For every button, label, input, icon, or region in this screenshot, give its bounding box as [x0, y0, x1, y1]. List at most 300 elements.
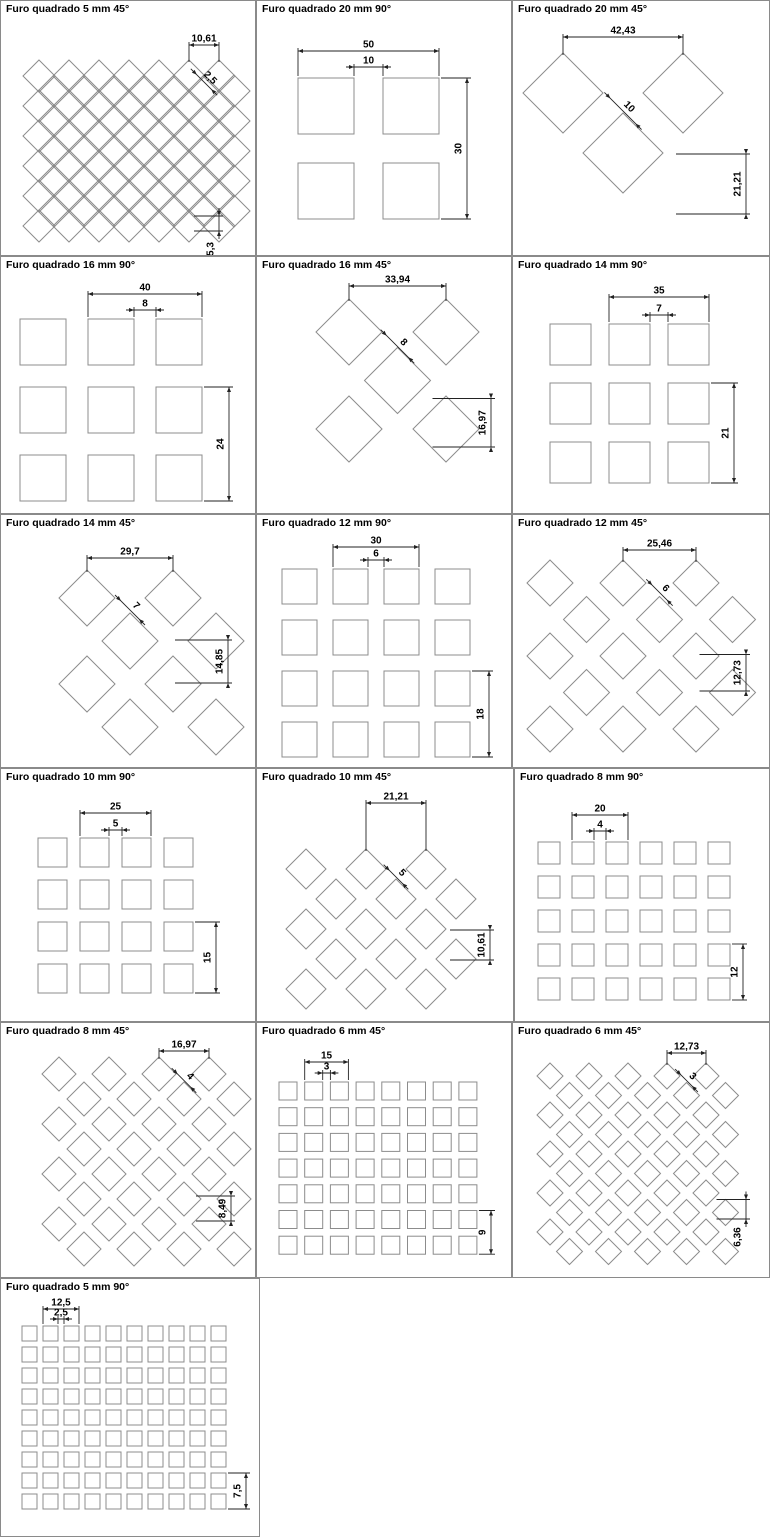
diamond-hole	[102, 613, 158, 669]
square-hole	[169, 1347, 184, 1362]
square-hole	[106, 1473, 121, 1488]
square-hole	[384, 569, 419, 604]
dimension-arrow	[227, 496, 231, 501]
square-hole	[708, 978, 730, 1000]
pattern-panel	[512, 514, 770, 768]
square-hole	[459, 1211, 477, 1229]
square-hole	[85, 1368, 100, 1383]
square-hole	[356, 1185, 374, 1203]
square-hole	[106, 1368, 121, 1383]
square-hole	[127, 1368, 142, 1383]
diamond-hole	[83, 60, 115, 92]
square-hole	[88, 387, 134, 433]
square-hole	[64, 1326, 79, 1341]
diamond-hole	[217, 1232, 251, 1266]
pitch-dimension-label: 33,94	[384, 274, 411, 286]
square-hole	[356, 1108, 374, 1126]
diamond-hole	[527, 560, 573, 606]
pitch-dimension-label: 15	[320, 1050, 333, 1062]
diamond-hole	[68, 75, 100, 107]
square-hole	[106, 1452, 121, 1467]
diamond-hole	[406, 909, 446, 949]
diamond-hole	[316, 299, 382, 365]
square-hole	[433, 1108, 451, 1126]
diamond-hole	[142, 1107, 176, 1141]
diamond-hole	[83, 180, 115, 212]
square-hole	[382, 1211, 400, 1229]
diamond-hole	[376, 879, 416, 919]
square-hole	[122, 922, 151, 951]
diamond-hole	[537, 1063, 563, 1089]
diamond-hole	[693, 1180, 719, 1206]
square-hole	[459, 1159, 477, 1177]
diamond-hole	[42, 1057, 76, 1091]
square-hole	[169, 1410, 184, 1425]
diamond-hole	[203, 180, 235, 212]
square-hole	[38, 964, 67, 993]
diamond-hole	[346, 909, 386, 949]
dimension-arrow	[333, 545, 338, 549]
diamond-hole	[406, 969, 446, 1009]
panel-title: Furo quadrado 16 mm 45°	[262, 259, 392, 271]
square-hole	[408, 1133, 426, 1151]
diamond-hole	[654, 1102, 680, 1128]
square-hole	[169, 1368, 184, 1383]
square-hole	[305, 1159, 323, 1177]
diamond-hole	[637, 597, 683, 643]
square-hole	[382, 1236, 400, 1254]
gap-dimension-label: 7	[130, 600, 142, 612]
diamond-hole	[316, 879, 356, 919]
dimension-arrow	[384, 558, 389, 562]
square-hole	[38, 922, 67, 951]
square-hole	[330, 1185, 348, 1203]
diamond-hole	[23, 60, 55, 92]
pattern-drawing	[257, 769, 514, 1022]
diamond-hole	[713, 1083, 739, 1109]
square-hole	[674, 944, 696, 966]
diamond-hole	[67, 1082, 101, 1116]
diamond-hole	[693, 1141, 719, 1167]
square-hole	[668, 442, 709, 483]
row-pitch-label: 9	[477, 1229, 489, 1236]
diamond-hole	[436, 939, 476, 979]
dimension-arrow	[489, 394, 493, 399]
square-hole	[156, 455, 202, 501]
square-hole	[538, 944, 560, 966]
square-hole	[169, 1326, 184, 1341]
diamond-hole	[537, 1141, 563, 1167]
square-hole	[156, 319, 202, 365]
dimension-arrow	[691, 548, 696, 552]
row-pitch-label: 16,97	[477, 410, 489, 436]
diamond-hole	[713, 1200, 739, 1226]
diamond-hole	[98, 195, 130, 227]
pattern-panel	[512, 0, 770, 256]
square-hole	[330, 1236, 348, 1254]
dimension-arrow	[227, 387, 231, 392]
diamond-hole	[188, 699, 244, 755]
diamond-hole	[102, 699, 158, 755]
pattern-drawing	[1, 1279, 260, 1537]
gap-dimension-label: 5	[396, 867, 408, 879]
square-hole	[382, 1159, 400, 1177]
dimension-arrow	[204, 1049, 209, 1053]
pattern-panel	[256, 514, 512, 768]
square-hole	[572, 876, 594, 898]
diamond-hole	[167, 1182, 201, 1216]
square-hole	[356, 1159, 374, 1177]
square-hole	[122, 838, 151, 867]
square-hole	[43, 1347, 58, 1362]
diamond-hole	[203, 150, 235, 182]
square-hole	[572, 842, 594, 864]
diamond-hole	[203, 90, 235, 122]
diamond-hole	[68, 105, 100, 137]
square-hole	[433, 1082, 451, 1100]
square-hole	[164, 838, 193, 867]
pattern-panel	[256, 768, 514, 1022]
diamond-hole	[117, 1132, 151, 1166]
diamond-hole	[83, 120, 115, 152]
square-hole	[609, 324, 650, 365]
pattern-panel	[512, 256, 770, 514]
panel-title: Furo quadrado 8 mm 90°	[520, 771, 644, 783]
diamond-hole	[527, 706, 573, 752]
square-hole	[572, 944, 594, 966]
square-hole	[211, 1389, 226, 1404]
square-hole	[305, 1133, 323, 1151]
square-hole	[106, 1431, 121, 1446]
diamond-hole	[654, 1219, 680, 1245]
diamond-hole	[53, 120, 85, 152]
square-hole	[43, 1473, 58, 1488]
dimension-arrow	[226, 683, 230, 688]
pitch-dimension-label: 20	[594, 803, 606, 815]
diamond-hole	[286, 909, 326, 949]
diamond-hole	[192, 1157, 226, 1191]
square-hole	[356, 1211, 374, 1229]
square-hole	[169, 1473, 184, 1488]
square-hole	[279, 1236, 297, 1254]
square-hole	[433, 1133, 451, 1151]
diamond-hole	[674, 1122, 700, 1148]
pattern-panel	[0, 1022, 256, 1278]
square-hole	[127, 1347, 142, 1362]
dimension-arrow	[732, 383, 736, 388]
square-hole	[169, 1452, 184, 1467]
square-hole	[80, 964, 109, 993]
dimension-arrow	[229, 1221, 233, 1226]
square-hole	[640, 910, 662, 932]
square-hole	[459, 1108, 477, 1126]
diamond-hole	[346, 969, 386, 1009]
dimension-arrow	[487, 752, 491, 757]
dimension-arrow	[572, 813, 577, 817]
diamond-hole	[158, 195, 190, 227]
diamond-hole	[188, 165, 220, 197]
panel-title: Furo quadrado 12 mm 90°	[262, 517, 392, 529]
dimension-arrow	[678, 35, 683, 39]
row-pitch-label: 14,85	[214, 648, 226, 675]
diamond-hole	[128, 105, 160, 137]
square-hole	[127, 1431, 142, 1446]
square-hole	[384, 671, 419, 706]
diamond-hole	[596, 1122, 622, 1148]
square-hole	[85, 1347, 100, 1362]
square-hole	[169, 1494, 184, 1509]
row-pitch-label: 12	[729, 966, 741, 978]
diamond-hole	[635, 1200, 661, 1226]
dimension-arrow	[744, 650, 748, 655]
dimension-arrow	[623, 813, 628, 817]
diamond-hole	[218, 135, 250, 167]
dimension-arrow	[305, 1060, 310, 1064]
square-hole	[572, 978, 594, 1000]
panel-title: Furo quadrado 5 mm 90°	[6, 1281, 130, 1293]
diamond-hole	[693, 1102, 719, 1128]
diamond-hole	[68, 195, 100, 227]
diamond-hole	[596, 1161, 622, 1187]
square-hole	[305, 1236, 323, 1254]
diamond-hole	[600, 706, 646, 752]
square-hole	[330, 1211, 348, 1229]
row-pitch-label: 7,5	[232, 1484, 244, 1498]
row-pitch-label: 12,73	[732, 660, 744, 686]
square-hole	[333, 620, 368, 655]
square-hole	[538, 910, 560, 932]
diamond-hole	[693, 1219, 719, 1245]
dimension-arrow	[563, 35, 568, 39]
diamond-hole	[113, 180, 145, 212]
diamond-hole	[674, 1161, 700, 1187]
diamond-hole	[557, 1239, 583, 1265]
row-pitch-label: 21,21	[732, 171, 744, 197]
diamond-hole	[117, 1182, 151, 1216]
square-hole	[148, 1431, 163, 1446]
square-hole	[674, 876, 696, 898]
square-hole	[88, 455, 134, 501]
diamond-hole	[113, 90, 145, 122]
diamond-hole	[316, 396, 382, 462]
diamond-hole	[92, 1057, 126, 1091]
diamond-hole	[365, 348, 431, 414]
pattern-panel	[256, 256, 512, 514]
dimension-arrow	[487, 671, 491, 676]
diamond-hole	[376, 939, 416, 979]
square-hole	[148, 1452, 163, 1467]
diamond-hole	[218, 105, 250, 137]
dimension-arrow	[74, 1307, 79, 1311]
diamond-hole	[286, 969, 326, 1009]
dimension-arrow	[489, 1249, 493, 1254]
square-hole	[190, 1410, 205, 1425]
diamond-hole	[615, 1219, 641, 1245]
dimension-arrow	[488, 925, 492, 930]
pattern-panel	[0, 514, 256, 768]
square-hole	[43, 1326, 58, 1341]
dimension-arrow	[330, 1071, 335, 1075]
diamond-hole	[67, 1132, 101, 1166]
square-hole	[383, 78, 439, 134]
square-hole	[80, 838, 109, 867]
square-hole	[606, 978, 628, 1000]
diamond-hole	[600, 560, 646, 606]
square-hole	[148, 1473, 163, 1488]
diamond-hole	[413, 299, 479, 365]
pattern-drawing	[513, 1023, 770, 1278]
square-hole	[572, 910, 594, 932]
diamond-hole	[98, 165, 130, 197]
square-hole	[148, 1494, 163, 1509]
dimension-arrow	[744, 149, 748, 154]
gap-dimension-label: 8	[397, 336, 410, 349]
gap-dimension-label: 4	[597, 819, 603, 831]
diamond-hole	[596, 1083, 622, 1109]
square-hole	[382, 1185, 400, 1203]
square-hole	[356, 1236, 374, 1254]
square-hole	[279, 1133, 297, 1151]
diamond-hole	[38, 105, 70, 137]
pitch-dimension-label: 30	[370, 535, 382, 547]
diamond-hole	[713, 1161, 739, 1187]
dimension-arrow	[88, 292, 93, 296]
square-hole	[127, 1326, 142, 1341]
dimension-arrow	[645, 313, 650, 317]
dimension-arrow	[43, 1307, 48, 1311]
square-hole	[20, 455, 66, 501]
square-hole	[190, 1326, 205, 1341]
diamond-hole	[218, 75, 250, 107]
square-hole	[22, 1431, 37, 1446]
square-hole	[606, 910, 628, 932]
dimension-arrow	[80, 811, 85, 815]
dimension-arrow	[244, 1473, 248, 1478]
diamond-hole	[59, 656, 115, 712]
dimension-arrow	[465, 214, 469, 219]
dimension-arrow	[87, 556, 92, 560]
panel-title: Furo quadrado 12 mm 45°	[518, 517, 648, 529]
square-hole	[640, 944, 662, 966]
diamond-hole	[158, 165, 190, 197]
diamond-hole	[98, 105, 130, 137]
diamond-hole	[42, 1207, 76, 1241]
square-hole	[459, 1133, 477, 1151]
diamond-hole	[564, 597, 610, 643]
row-pitch-label: 30	[453, 142, 465, 155]
diamond-hole	[145, 656, 201, 712]
diamond-hole	[537, 1102, 563, 1128]
panel-title: Furo quadrado 14 mm 45°	[6, 517, 136, 529]
gap-dimension-label: 4	[184, 1070, 196, 1083]
dimension-arrow	[298, 49, 303, 53]
diamond-hole	[217, 1132, 251, 1166]
square-hole	[127, 1494, 142, 1509]
dimension-arrow	[122, 828, 127, 832]
dimension-arrow	[465, 78, 469, 83]
diamond-hole	[576, 1219, 602, 1245]
square-hole	[330, 1159, 348, 1177]
dimension-arrow	[366, 801, 371, 805]
pattern-drawing	[513, 257, 770, 514]
pattern-drawing	[1, 1, 256, 256]
pattern-panel	[0, 768, 256, 1022]
diamond-hole	[583, 113, 663, 193]
square-hole	[127, 1473, 142, 1488]
diamond-hole	[673, 633, 719, 679]
diamond-hole	[596, 1200, 622, 1226]
diamond-hole	[98, 75, 130, 107]
square-hole	[408, 1211, 426, 1229]
diamond-hole	[38, 195, 70, 227]
square-hole	[127, 1452, 142, 1467]
square-hole	[211, 1410, 226, 1425]
square-hole	[282, 671, 317, 706]
pattern-drawing	[257, 257, 512, 514]
square-hole	[609, 383, 650, 424]
dimension-arrow	[343, 1060, 348, 1064]
gap-dimension-label: 3	[323, 1061, 330, 1073]
dimension-arrow	[667, 1051, 672, 1055]
dimension-arrow	[214, 922, 218, 927]
diamond-hole	[142, 1057, 176, 1091]
square-hole	[148, 1368, 163, 1383]
square-hole	[211, 1347, 226, 1362]
pitch-dimension-label: 29,7	[120, 546, 140, 558]
diamond-hole	[53, 60, 85, 92]
diamond-hole	[68, 135, 100, 167]
square-hole	[282, 569, 317, 604]
square-hole	[408, 1236, 426, 1254]
square-hole	[22, 1410, 37, 1425]
diamond-hole	[38, 135, 70, 167]
diamond-hole	[346, 849, 386, 889]
square-hole	[22, 1389, 37, 1404]
square-hole	[190, 1452, 205, 1467]
square-hole	[148, 1347, 163, 1362]
dimension-arrow	[489, 447, 493, 452]
square-hole	[169, 1431, 184, 1446]
diamond-hole	[413, 396, 479, 462]
diamond-hole	[83, 150, 115, 182]
diamond-hole	[564, 670, 610, 716]
square-hole	[43, 1452, 58, 1467]
row-pitch-label: 5,3	[205, 242, 217, 256]
square-hole	[408, 1185, 426, 1203]
diamond-hole	[128, 195, 160, 227]
square-hole	[156, 387, 202, 433]
square-hole	[606, 876, 628, 898]
square-hole	[211, 1431, 226, 1446]
square-hole	[85, 1494, 100, 1509]
square-hole	[356, 1133, 374, 1151]
row-pitch-label: 15	[202, 951, 214, 964]
square-hole	[640, 876, 662, 898]
diamond-hole	[557, 1200, 583, 1226]
square-hole	[148, 1389, 163, 1404]
square-hole	[538, 842, 560, 864]
square-hole	[435, 569, 470, 604]
diamond-hole	[713, 1122, 739, 1148]
square-hole	[674, 978, 696, 1000]
panel-title: Furo quadrado 5 mm 45°	[6, 3, 130, 15]
row-pitch-label: 10,61	[476, 932, 488, 958]
dimension-arrow	[197, 292, 202, 296]
pitch-dimension-label: 42,43	[610, 25, 636, 37]
square-hole	[305, 1211, 323, 1229]
diamond-hole	[557, 1161, 583, 1187]
diamond-hole	[674, 1200, 700, 1226]
